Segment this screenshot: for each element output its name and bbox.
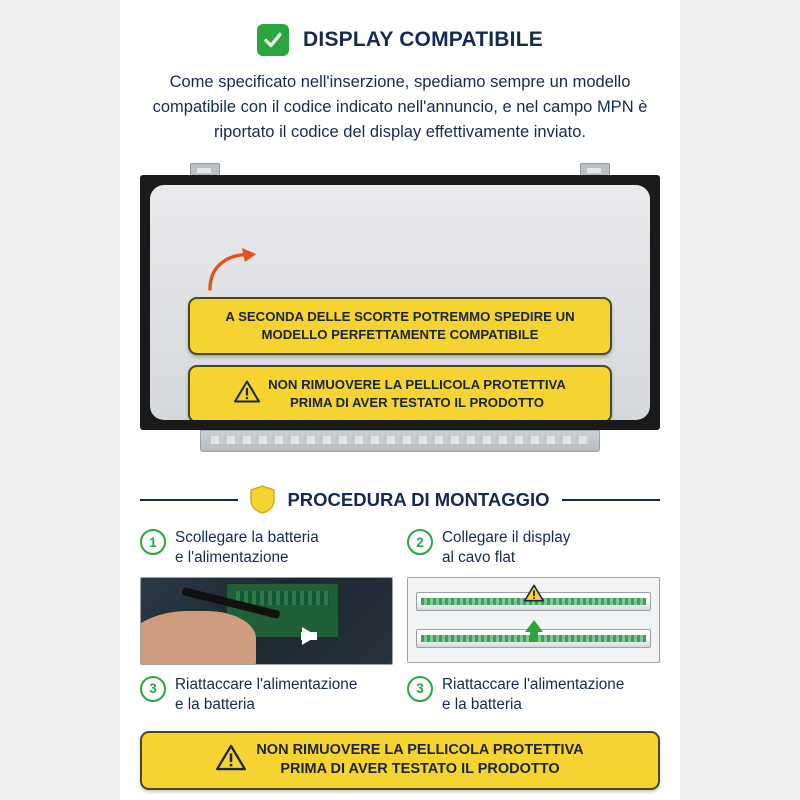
shield-icon <box>250 485 275 514</box>
film-warning-line-2: PRIMA DI AVER TESTATO IL PRODOTTO <box>289 395 544 411</box>
hand <box>140 611 256 665</box>
content-card <box>120 0 680 800</box>
step-2 <box>407 528 660 665</box>
intro-paragraph: Come specificato nell'inserzione, spediamo sempre un modello compatibile con il codice indicato nell'annuncio, e nel campo MPN è riportato il codice del display effettivamente inviato. <box>152 73 648 142</box>
header <box>120 0 680 56</box>
insert-direction-arrow-icon <box>525 620 543 632</box>
warning-triangle-icon <box>216 744 246 776</box>
footer-warning-banner <box>140 731 660 790</box>
lcd-screen-surface <box>150 185 650 420</box>
right-background-band <box>680 0 800 800</box>
flat-cable-photo <box>407 577 660 663</box>
lcd-panel <box>140 175 660 430</box>
step-3-left-number: 3 <box>140 676 166 702</box>
stock-notice-box <box>188 297 612 355</box>
panel-connector-strip <box>200 430 600 452</box>
check-mark-icon <box>257 24 289 56</box>
step-1 <box>140 528 393 665</box>
display-illustration <box>140 163 660 463</box>
stock-notice-text: A SECONDA DELLE SCORTE POTREMMO SPEDIRE UN MODELLO PERFETTAMENTE COMPATIBILE <box>225 309 575 343</box>
warning-triangle-icon <box>524 584 544 607</box>
step-1-label-row <box>140 528 393 568</box>
film-warning-box <box>188 365 612 420</box>
left-background-band <box>0 0 120 800</box>
steps-top-row <box>140 528 660 665</box>
step-1-number: 1 <box>140 529 166 555</box>
footer-warning-line-2: PRIMA DI AVER TESTATO IL PRODOTTO <box>280 761 560 778</box>
divider-left <box>140 499 238 501</box>
step-3-right <box>407 675 660 715</box>
step-3-right-text: Riattaccare l'alimentazione e la batteria <box>442 675 625 713</box>
divider-right <box>562 499 660 501</box>
step-1-text: Scollegare la batteria e l'alimentazione <box>175 529 319 567</box>
step-2-number: 2 <box>407 529 433 555</box>
warning-triangle-icon <box>234 380 260 408</box>
film-warning-line-1: NON RIMUOVERE LA PELLICOLA PROTETTIVA <box>268 377 566 393</box>
motherboard-photo <box>140 577 393 665</box>
footer-warning-line-1: NON RIMUOVERE LA PELLICOLA PROTETTIVA <box>256 741 584 758</box>
procedure-header <box>140 485 660 514</box>
steps-bottom-row <box>140 675 660 715</box>
footer-warning-text <box>256 741 583 780</box>
curved-arrow-icon <box>202 245 264 298</box>
step-3-right-number: 3 <box>407 676 433 702</box>
page-title: DISPLAY COMPATIBILE <box>303 28 543 51</box>
step-2-text: Collegare il display al cavo flat <box>442 529 571 567</box>
procedure-title: PROCEDURA DI MONTAGGIO <box>287 488 550 510</box>
step-3-left-label-row <box>140 675 393 715</box>
step-3-left <box>140 675 393 715</box>
step-3-right-label-row <box>407 675 660 715</box>
direction-arrow-icon <box>302 627 317 645</box>
step-3-left-text: Riattaccare l'alimentazione e la batteria <box>175 675 358 713</box>
step-2-label-row <box>407 528 660 568</box>
